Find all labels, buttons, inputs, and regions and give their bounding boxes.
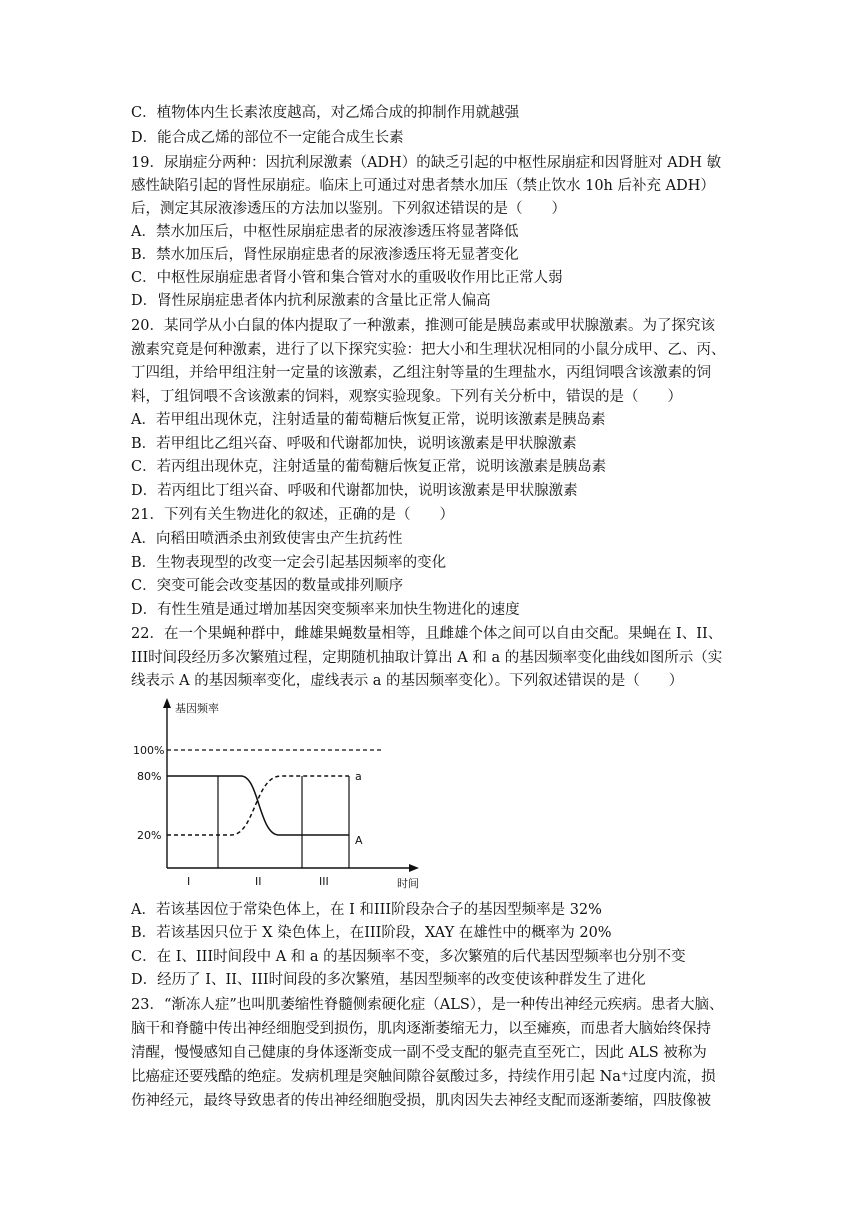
option-20c: C．若丙组出现休克，注射适量的葡萄糖后恢复正常，说明该激素是胰岛素 [131,459,607,475]
x-axis-label: 时间 [397,877,419,890]
question-20-line-1: 20．某同学从小白鼠的体内提取了一种激素，推测可能是胰岛素或甲状腺激素。为了探究该 [131,318,715,334]
y-tick-100: 100% [133,744,165,757]
option-21d: D．有性生殖是通过增加基因突变频率来加快生物进化的速度 [131,602,520,618]
question-19-line-3: 后，测定其尿液渗透压的方法加以鉴别。下列叙述错误的是（ ） [131,201,566,217]
option-21b: B．生物表现型的改变一定会引起基因频率的变化 [131,555,447,571]
question-22-line-2: III时间段经历多次繁殖过程，定期随机抽取计算出 A 和 a 的基因频率变化曲线如图所示（实 [131,650,723,666]
y-tick-20: 20% [137,829,162,842]
option-22c: C．在 I、III时间段中 A 和 a 的基因频率不变，多次繁殖的后代基因型频率也分别不变 [131,949,686,965]
question-20-line-2: 激素究竟是何种激素，进行了以下探究实验：把大小和生理状况相同的小鼠分成甲、乙、丙、 [131,342,726,358]
question-22-line-1: 22．在一个果蝇种群中，雌雄果蝇数量相等，且雌雄个体之间可以自由交配。果蝇在 I、II、 [131,626,723,642]
curve-label-A: A [355,834,363,847]
question-23-line-4: 比癌症还要残酷的绝症。发病机理是突触间隙谷氨酸过多，持续作用引起 Na⁺过度内流，损 [131,1069,716,1085]
option-21c: C．突变可能会改变基因的数量或排列顺序 [131,578,404,594]
option-19a: A．禁水加压后，中枢性尿崩症患者的尿液渗透压将显著降低 [131,224,519,240]
question-22-line-3: 线表示 A 的基因频率变化，虚线表示 a 的基因频率变化）。下列叙述错误的是（ ） [131,673,684,689]
question-19-line-2: 感性缺陷引起的肾性尿崩症。临床上可通过对患者禁水加压（禁止饮水 10h 后补充 ADH） [131,178,715,194]
question-19-line-1: 19．尿崩症分两种：因抗利尿激素（ADH）的缺乏引起的中枢性尿崩症和因肾脏对 ADH 敏 [131,155,722,171]
curve-label-a: a [355,770,362,783]
option-22d: D．经历了 I、II、III时间段的多次繁殖，基因型频率的改变使该种群发生了进化 [131,972,646,988]
y-axis-arrow-icon [163,698,171,708]
option-20a: A．若甲组出现休克，注射适量的葡萄糖后恢复正常，说明该激素是胰岛素 [131,412,606,428]
option-19b: B．禁水加压后，肾性尿崩症患者的尿液渗透压将无显著变化 [131,247,519,263]
option-21a: A．向稻田喷洒杀虫剂致使害虫产生抗药性 [131,531,403,547]
question-21: 21．下列有关生物进化的叙述，正确的是（ ） [131,507,454,523]
option-22b: B．若该基因只位于 X 染色体上，在III阶段，XAY 在雄性中的概率为 20% [131,925,612,941]
option-19d: D．肾性尿崩症患者体内抗利尿激素的含量比正常人偏高 [131,293,491,309]
option-18c: C．植物体内生长素浓度越高，对乙烯合成的抑制作用就越强 [131,105,520,121]
question-20-line-3: 丁四组，并给甲组注射一定量的该激素，乙组注射等量的生理盐水，丙组饲喂含该激素的饲 [131,365,711,381]
option-20d: D．若丙组比丁组兴奋、呼吸和代谢都加快，说明该激素是甲状腺激素 [131,483,578,499]
period-label-2: II [255,875,262,888]
option-22a: A．若该基因位于常染色体上，在 I 和III阶段杂合子的基因型频率是 32% [131,902,602,918]
curve-A [167,776,349,835]
y-axis-label: 基因频率 [175,702,219,715]
option-18d: D．能合成乙烯的部位不一定能合成生长素 [131,130,404,146]
x-axis-arrow-icon [409,864,419,872]
period-label-3: III [319,875,329,888]
question-23-line-1: 23．“渐冻人症”也叫肌萎缩性脊髓侧索硬化症（ALS），是一种传出神经元疾病。患者大脑、 [131,997,724,1013]
question-23-line-2: 脑干和脊髓中传出神经细胞受到损伤，肌肉逐渐萎缩无力，以至瘫痪，而患者大脑始终保持 [131,1021,711,1037]
option-19c: C．中枢性尿崩症患者肾小管和集合管对水的重吸收作用比正常人弱 [131,270,563,286]
gene-frequency-chart [131,692,431,892]
option-20b: B．若甲组比乙组兴奋、呼吸和代谢都加快，说明该激素是甲状腺激素 [131,436,577,452]
curve-a [167,776,349,835]
question-23-line-3: 清醒，慢慢感知自己健康的身体逐渐变成一副不受支配的躯壳直至死亡，因此 ALS 被称为 [131,1045,707,1061]
question-20-line-4: 料，丁组饲喂不含该激素的饲料，观察实验现象。下列有关分析中，错误的是（ ） [131,389,682,405]
y-tick-80: 80% [137,770,162,783]
gene-frequency-figure [131,692,431,892]
question-23-line-5: 伤神经元，最终导致患者的传出神经细胞受损，肌肉因失去神经支配而逐渐萎缩，四肢像被 [131,1093,711,1109]
period-label-1: I [187,875,191,888]
